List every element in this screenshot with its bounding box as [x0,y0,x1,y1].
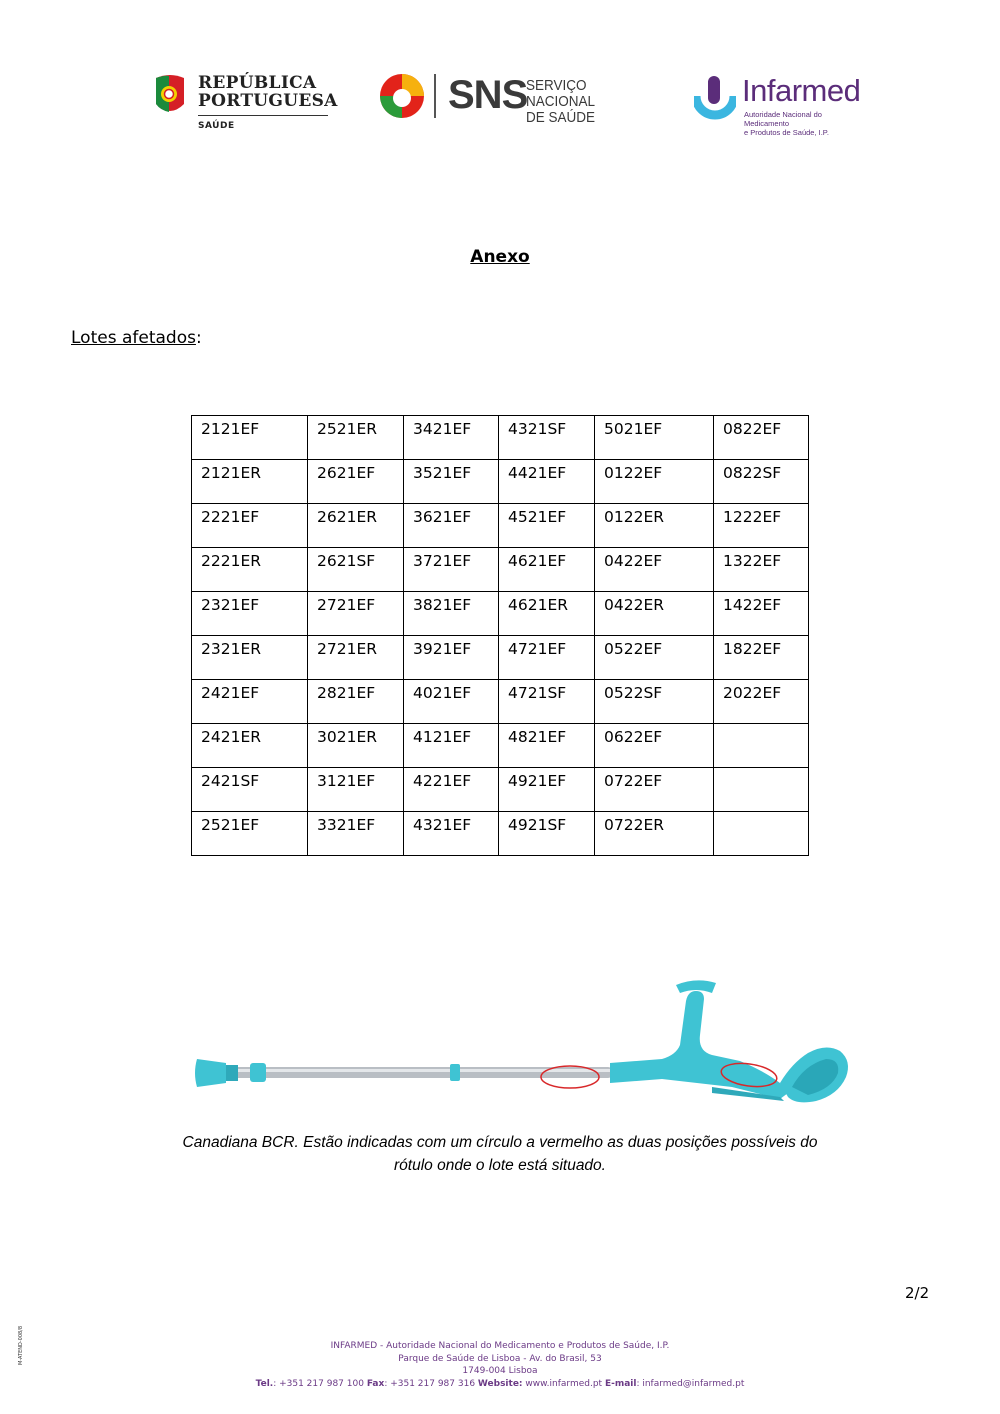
lot-code: 2621ER [317,508,378,526]
section-heading [71,328,202,348]
sns-mark-icon [378,72,426,120]
lot-code: 0722ER [604,816,665,834]
lot-code: 0422EF [604,552,663,570]
republica-portuguesa-logo [152,72,337,134]
lot-code: 2221ER [201,552,262,570]
table-cell [404,460,499,504]
lot-code: 0422ER [604,596,665,614]
table-cell [308,548,404,592]
lot-code: 4821EF [508,728,567,746]
table-cell [308,460,404,504]
table-cell [192,460,308,504]
sns-fullname [526,78,636,126]
lot-code: 0822SF [723,464,782,482]
lot-code: 2421ER [201,728,262,746]
footer-line1: INFARMED - Autoridade Nacional do Medicamento e Produtos de Saúde, I.P. [330,1341,670,1351]
lot-code: 2521EF [201,816,260,834]
lot-code: 2821EF [317,684,376,702]
table-cell [308,724,404,768]
divider [198,115,328,116]
infarmed-wordmark: Infarmed [742,73,861,108]
table-cell [192,768,308,812]
table-cell [499,812,595,856]
table-row [192,504,809,548]
lot-code: 4021EF [413,684,472,702]
lot-code: 0722EF [604,772,663,790]
table-cell [308,592,404,636]
lot-code: 2421SF [201,772,260,790]
lot-code: 4421EF [508,464,567,482]
table-cell [192,636,308,680]
table-cell [595,636,714,680]
lot-code: 1422EF [723,596,782,614]
table-cell [404,548,499,592]
tel-label: Tel. [255,1378,274,1389]
sns-wordmark: SNS [448,73,528,117]
table-cell [499,636,595,680]
infarmed-mark-icon [694,74,736,120]
email-link[interactable]: : infarmed@infarmed.pt [636,1378,745,1389]
infarmed-logo [694,72,869,137]
crutch-illustration [192,975,854,1120]
table-cell [714,460,809,504]
table-cell [499,504,595,548]
table-cell [192,724,308,768]
table-cell [404,768,499,812]
footer-line2: Parque de Saúde de Lisboa - Av. do Brasil, 53 [398,1353,602,1364]
table-cell [404,812,499,856]
table-cell [499,680,595,724]
lot-code: 2321EF [201,596,260,614]
lot-code: 1222EF [723,508,782,526]
side-code-text: M-ATEND-008/8 [18,1325,24,1365]
lot-code: 4121EF [413,728,472,746]
lot-code: 0522EF [604,640,663,658]
table-cell [308,416,404,460]
table-cell [595,680,714,724]
lot-code: 2621EF [317,464,376,482]
table-cell [499,416,595,460]
table-row [192,460,809,504]
lot-code: 3421EF [413,420,472,438]
table-cell [404,504,499,548]
sns-line2: DE SAÚDE [526,109,596,126]
lot-code: 0522SF [604,684,663,702]
table-cell [192,548,308,592]
table-cell [499,592,595,636]
crutch-handle [610,991,788,1099]
lot-code: 4721EF [508,640,567,658]
table-cell [192,416,308,460]
lot-code: 1822EF [723,640,782,658]
table-cell [308,504,404,548]
table-row [192,680,809,724]
table-cell [714,636,809,680]
sns-line1: SERVIÇO NACIONAL [526,77,596,110]
table-cell [404,724,499,768]
lot-code: 2721EF [317,596,376,614]
caption-line1: Canadiana BCR. Estão indicadas com um círculo a vermelho as duas posições possíveis do [182,1134,818,1151]
table-cell [499,724,595,768]
footer [0,1340,1000,1390]
footer-line3: 1749-004 Lisboa [462,1366,538,1376]
lot-code: 2621SF [317,552,376,570]
lot-code: 4321SF [508,420,567,438]
infarmed-tagline: Autoridade Nacional do Medicamento e Produtos de Saúde, I.P. [744,110,829,137]
lot-code: 4921SF [508,816,567,834]
lot-code: 2421EF [201,684,260,702]
website-link[interactable]: www.infarmed.pt [522,1378,603,1389]
page-title: Anexo [470,247,530,267]
shaft-clip [450,1064,460,1081]
table-cell [595,416,714,460]
lot-code: 3621EF [413,508,472,526]
table-cell [714,812,809,856]
lot-code: 4721SF [508,684,567,702]
table-cell [499,460,595,504]
table-cell [404,680,499,724]
table-cell [192,504,308,548]
table-cell [499,548,595,592]
portuguese-flag-icon [152,74,188,118]
lot-code: 3721EF [413,552,472,570]
table-cell [595,724,714,768]
page-number: 2/2 [905,1284,930,1302]
lot-code: 4621EF [508,552,567,570]
table-row [192,548,809,592]
table-cell [192,812,308,856]
table-cell [404,592,499,636]
table-cell [595,592,714,636]
crutch-tip [195,1059,226,1087]
lot-code: 3321EF [317,816,376,834]
lot-code: 4321EF [413,816,472,834]
section-colon: : [195,328,202,348]
table-cell [404,636,499,680]
table-row [192,416,809,460]
republica-portuguesa-wordmark [198,74,338,110]
lot-code: 2121ER [201,464,262,482]
lot-code: 2221EF [201,508,260,526]
lots-table [191,415,809,856]
lot-code: 0122ER [604,508,665,526]
table-row [192,768,809,812]
email-label: E-mail [604,1378,637,1389]
image-caption [180,1131,820,1177]
republica-sub: SAÚDE [198,121,235,131]
table-cell [595,504,714,548]
lot-code: 3921EF [413,640,472,658]
lot-code: 0622EF [604,728,663,746]
table-cell [714,548,809,592]
shaft-ring [250,1063,266,1082]
lot-code: 1322EF [723,552,782,570]
lot-code: 4921EF [508,772,567,790]
table-cell [192,680,308,724]
table-cell [714,416,809,460]
table-cell [308,636,404,680]
table-cell [595,768,714,812]
table-cell [714,592,809,636]
divider [434,74,436,118]
republica-line1: REPÚBLICA [198,73,317,93]
table-cell [308,680,404,724]
table-row [192,636,809,680]
lot-code: 2521ER [317,420,378,438]
lot-code: 0822EF [723,420,782,438]
lot-code: 5021EF [604,420,663,438]
table-row [192,724,809,768]
tel-value: : +351 217 987 100 [273,1378,364,1389]
lot-code: 3821EF [413,596,472,614]
lot-code: 0122EF [604,464,663,482]
lot-code: 2321ER [201,640,262,658]
table-cell [595,548,714,592]
website-label: Website: [477,1378,523,1389]
fax-value: : +351 217 987 316 [384,1378,476,1389]
lot-code: 2721ER [317,640,378,658]
lot-code: 3021ER [317,728,378,746]
footer-contacts [0,1378,1000,1391]
table-cell [499,768,595,812]
table-cell [595,460,714,504]
crutch-shaft [232,1067,612,1078]
table-cell [404,416,499,460]
table-cell [714,680,809,724]
table-cell [714,504,809,548]
lot-code: 4221EF [413,772,472,790]
table-cell [308,812,404,856]
table-cell [308,768,404,812]
lot-code: 2022EF [723,684,782,702]
sns-logo [378,72,648,126]
lot-code: 4521EF [508,508,567,526]
lot-code: 3521EF [413,464,472,482]
republica-line2: PORTUGUESA [198,91,338,111]
table-cell [714,724,809,768]
table-row [192,592,809,636]
table-cell [595,812,714,856]
table-cell [192,592,308,636]
fax-label: Fax [366,1378,385,1389]
lot-code: 3121EF [317,772,376,790]
lot-code: 4621ER [508,596,569,614]
lot-code: 2121EF [201,420,260,438]
table-cell [714,768,809,812]
table-row [192,812,809,856]
caption-line2: rótulo onde o lote está situado. [394,1157,606,1174]
section-label: Lotes afetados [71,328,196,348]
